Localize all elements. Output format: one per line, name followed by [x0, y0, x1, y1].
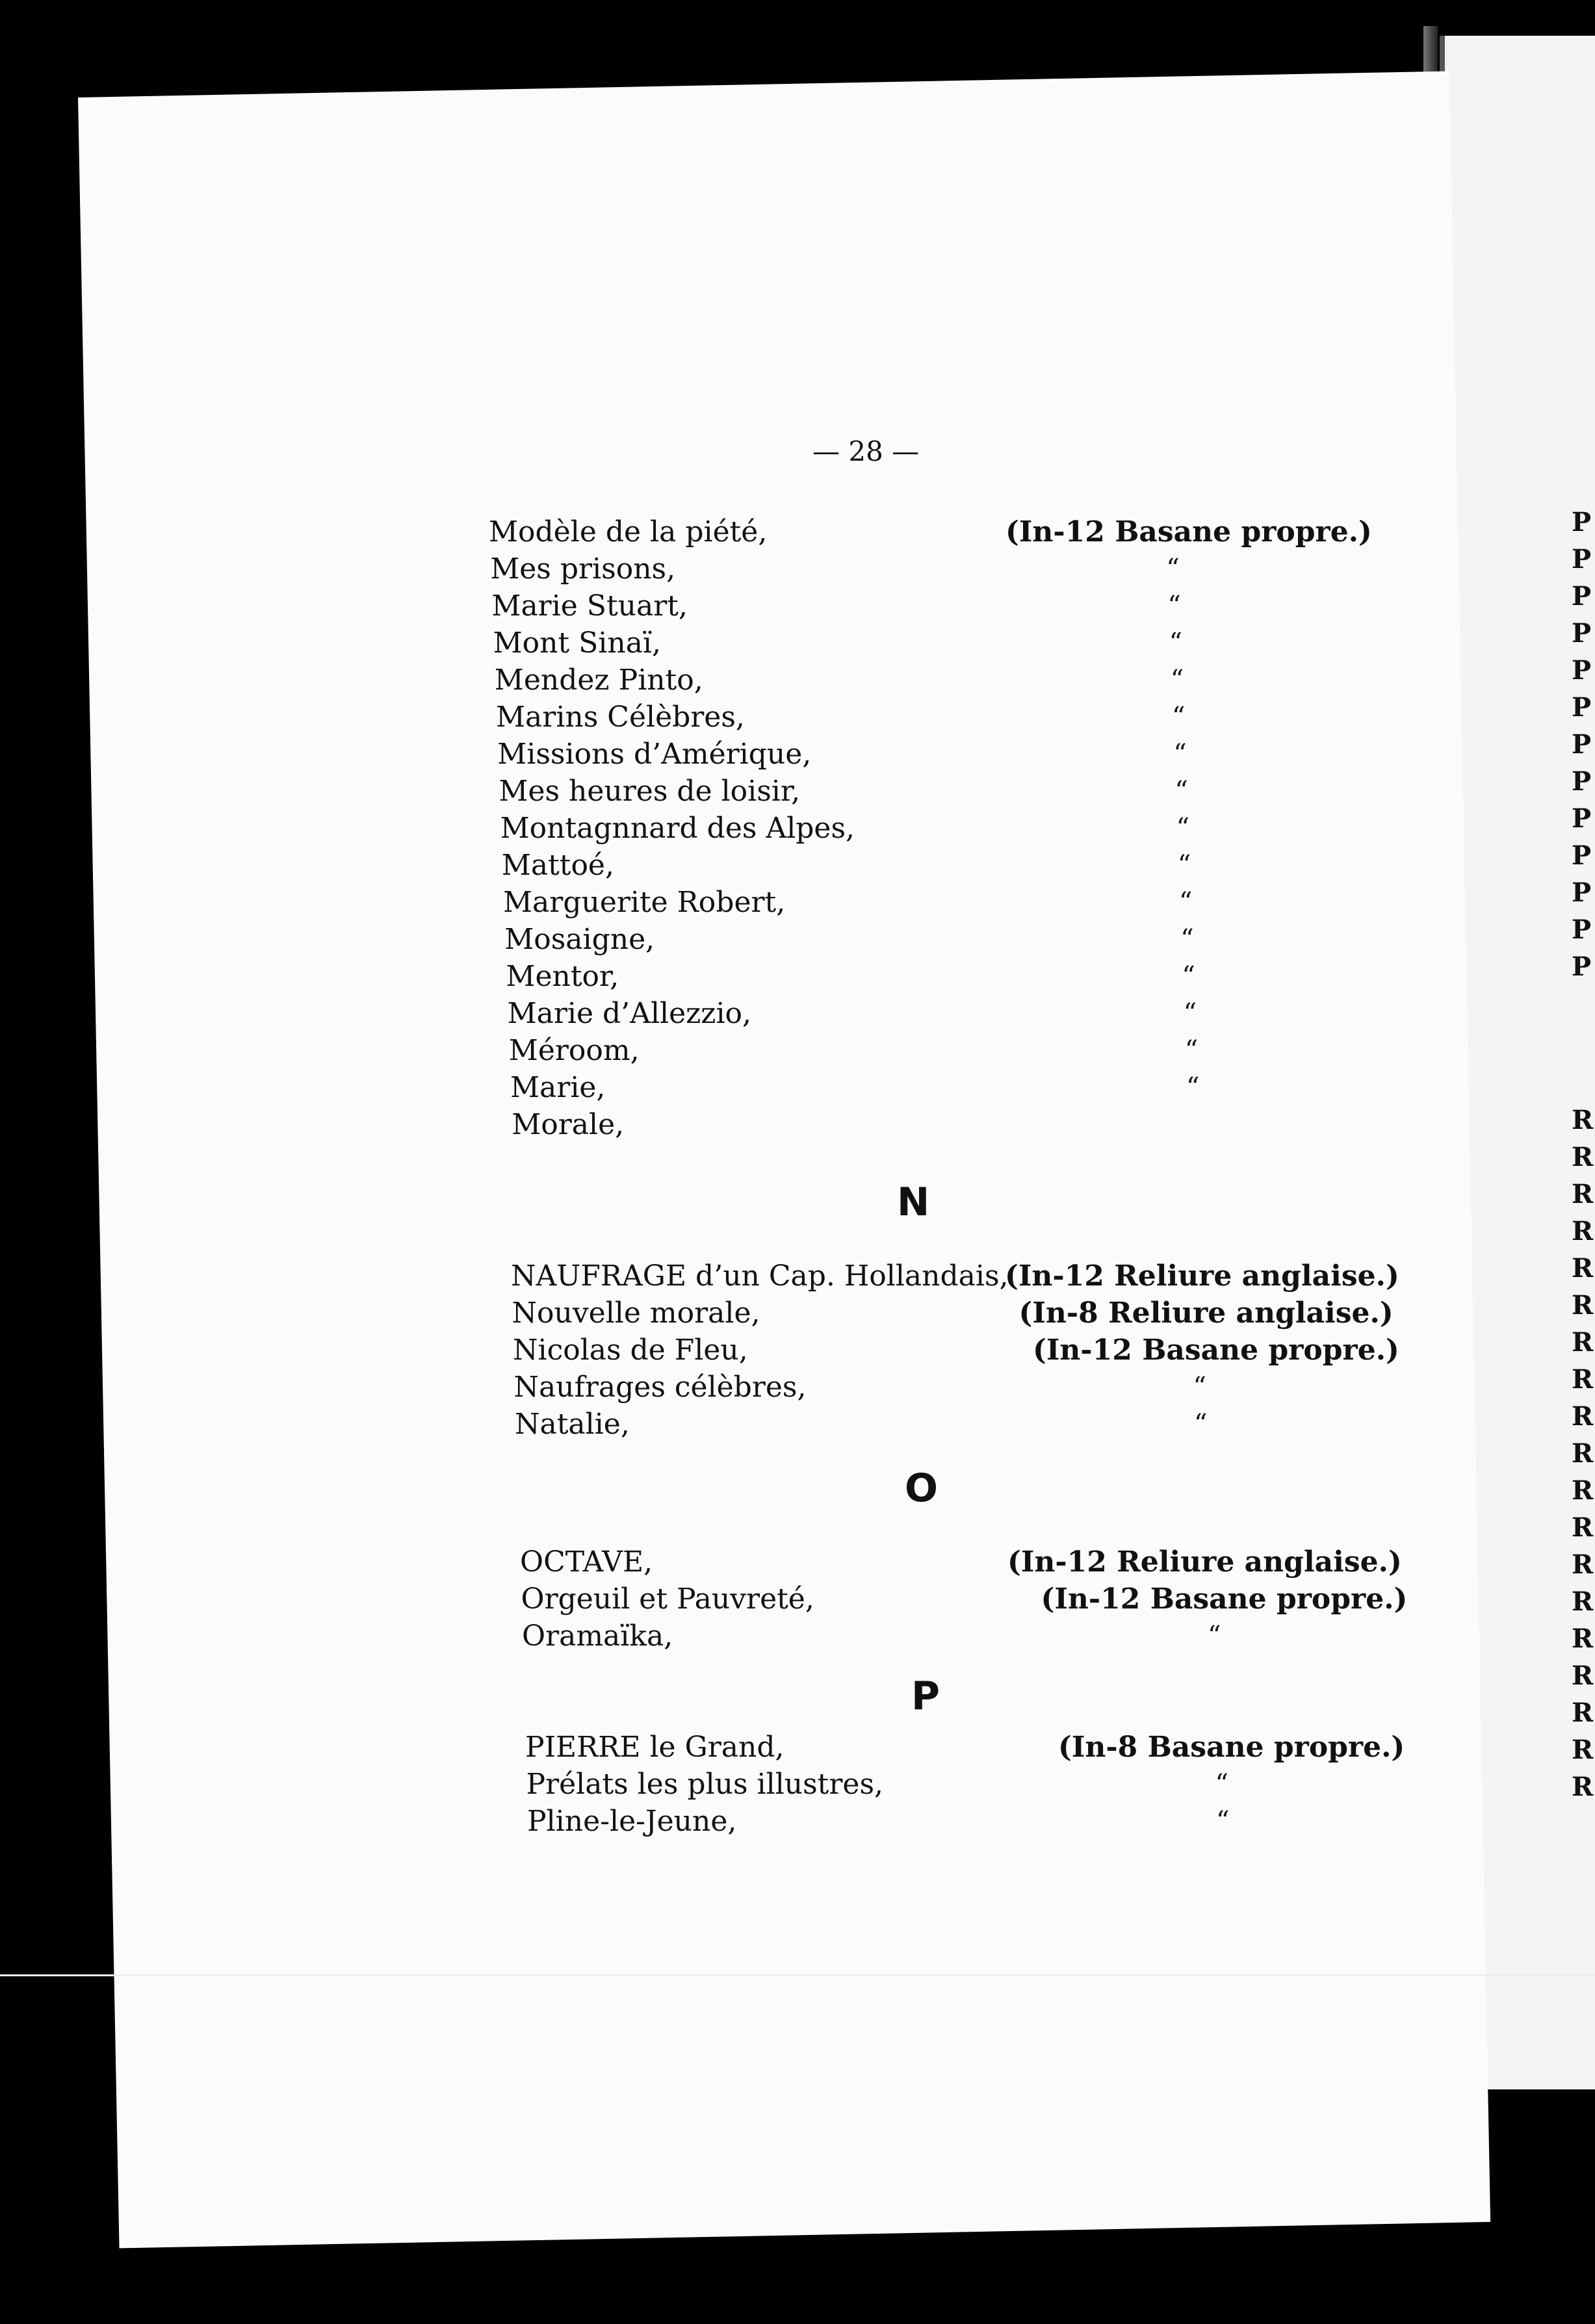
entry-title: Marie Stuart, — [491, 589, 688, 623]
section-letter-o: O — [905, 1465, 939, 1511]
catalog-entry — [508, 995, 1334, 1032]
catalog-entry — [490, 550, 1334, 587]
facing-page-letter: R — [1572, 1660, 1594, 1691]
catalog-entry — [525, 1729, 1405, 1766]
ditto-mark: “ — [1186, 1072, 1200, 1102]
section-o — [520, 1543, 1408, 1655]
ditto-mark: “ — [1216, 1806, 1230, 1836]
catalog-entry — [491, 587, 1334, 625]
entry-title: Marins Célèbres, — [496, 701, 745, 734]
ditto-mark: “ — [1169, 628, 1183, 658]
entry-title: Mosaigne, — [504, 923, 655, 956]
entry-format: (In-12 Basane propre.) — [1005, 515, 1372, 549]
page-number: — 28 — — [812, 435, 920, 467]
entry-title: Mes prisons, — [490, 552, 676, 586]
entry-title: OCTAVE, — [520, 1545, 653, 1579]
facing-page-letter: P — [1572, 766, 1592, 797]
entry-title: NAUFRAGE d’un Cap. Hollandais, — [511, 1259, 1009, 1293]
entry-format: (In-8 Basane propre.) — [1058, 1731, 1405, 1764]
facing-page-letter: R — [1572, 1772, 1594, 1802]
facing-page-letter: R — [1572, 1623, 1594, 1654]
catalog-entry — [503, 884, 1334, 921]
entry-title: Marie, — [510, 1071, 606, 1104]
entry-title: PIERRE le Grand, — [525, 1731, 785, 1764]
entry-title: Nouvelle morale, — [512, 1297, 760, 1330]
ditto-mark: “ — [1177, 850, 1191, 880]
ditto-mark: “ — [1215, 1769, 1228, 1799]
catalog-entry — [514, 1369, 1356, 1406]
facing-page-letter: R — [1572, 1586, 1594, 1617]
facing-page-letter: R — [1572, 1253, 1594, 1284]
entry-title: Oramaïka, — [522, 1620, 673, 1653]
entry-format: (In-12 Basane propre.) — [1041, 1582, 1408, 1616]
catalog-entry — [495, 662, 1334, 699]
catalog-entry — [497, 736, 1334, 773]
facing-page-letter: R — [1572, 1105, 1594, 1135]
ditto-mark: “ — [1179, 887, 1193, 917]
ditto-mark: “ — [1166, 554, 1180, 584]
facing-page-letter: R — [1572, 1438, 1594, 1469]
entry-title: Montagnnard des Alpes, — [500, 812, 855, 845]
facing-page-letter: R — [1572, 1512, 1594, 1543]
catalog-entry — [502, 847, 1334, 884]
ditto-mark: “ — [1183, 998, 1197, 1028]
facing-page-letter: R — [1572, 1364, 1594, 1395]
facing-page-letter: R — [1572, 1179, 1594, 1209]
facing-page-letter: P — [1572, 840, 1592, 871]
catalog-entry — [526, 1766, 1371, 1803]
catalog-entry — [496, 699, 1334, 736]
facing-page-letter: P — [1572, 729, 1592, 760]
catalog-entry — [489, 513, 1372, 550]
entry-title: Mendez Pinto, — [494, 664, 703, 697]
catalog-entry — [499, 773, 1334, 810]
facing-page-letter: P — [1572, 507, 1592, 537]
catalog-entry — [493, 625, 1334, 662]
facing-page-letter: R — [1572, 1735, 1594, 1765]
facing-page-letter: R — [1572, 1698, 1594, 1728]
entry-title: Natalie, — [515, 1408, 630, 1441]
catalog-entry — [511, 1258, 1399, 1295]
entry-title: Marguerite Robert, — [503, 886, 786, 919]
facing-page-letter: P — [1572, 877, 1592, 908]
ditto-mark: “ — [1184, 1035, 1199, 1065]
entry-title: Marie d’Allezzio, — [507, 997, 752, 1030]
facing-page-letter: P — [1572, 655, 1592, 686]
facing-page-letter: R — [1572, 1142, 1594, 1172]
section-m — [489, 513, 1372, 1143]
catalog-entry — [500, 810, 1334, 847]
ditto-mark: “ — [1194, 1409, 1208, 1439]
facing-page-letter: P — [1572, 544, 1592, 575]
entry-format: (In-12 Reliure anglaise.) — [1007, 1545, 1402, 1579]
catalog-entry — [515, 1406, 1356, 1443]
entry-title: Prélats les plus illustres, — [526, 1768, 884, 1801]
section-letter-p: P — [911, 1673, 940, 1719]
ditto-mark: “ — [1208, 1621, 1221, 1651]
facing-page-letter: R — [1572, 1549, 1594, 1580]
facing-page-letter: R — [1572, 1290, 1594, 1321]
entry-title: Morale, — [512, 1108, 625, 1141]
entry-title: Pline-le-Jeune, — [527, 1805, 737, 1838]
ditto-mark: “ — [1176, 813, 1190, 843]
ditto-mark: “ — [1167, 591, 1181, 621]
facing-page-letter: R — [1572, 1216, 1594, 1246]
catalog-entry — [512, 1295, 1394, 1332]
ditto-mark: “ — [1180, 924, 1194, 954]
facing-page-letter: P — [1572, 692, 1592, 723]
catalog-entry — [512, 1106, 1334, 1143]
ditto-mark: “ — [1170, 665, 1184, 695]
catalog-entry — [513, 1332, 1399, 1369]
facing-page-letter: P — [1572, 618, 1592, 649]
entry-title: Mont Sinaï, — [493, 626, 661, 660]
ditto-mark: “ — [1173, 739, 1187, 769]
ditto-mark: “ — [1172, 702, 1186, 732]
catalog-entry — [506, 958, 1334, 995]
entry-title: Mattoé, — [501, 849, 614, 882]
entry-title: Missions d’Amérique, — [497, 738, 812, 771]
catalog-entry — [509, 1032, 1334, 1069]
facing-page-letter: P — [1572, 951, 1592, 982]
catalog-entry — [521, 1581, 1408, 1618]
entry-format: (In-8 Reliure anglaise.) — [1018, 1297, 1394, 1330]
facing-page-letter: P — [1572, 581, 1592, 612]
ditto-mark: “ — [1174, 776, 1188, 806]
catalog-entry — [527, 1803, 1370, 1840]
catalog-entry — [504, 921, 1334, 958]
facing-page-letter: P — [1572, 914, 1592, 945]
entry-title: Méroom, — [508, 1034, 640, 1067]
section-p — [525, 1729, 1405, 1840]
ditto-mark: “ — [1182, 961, 1195, 991]
catalog-entry — [510, 1069, 1334, 1106]
catalog-entry — [522, 1618, 1365, 1655]
entry-title: Nicolas de Fleu, — [513, 1334, 748, 1367]
catalog-entry — [520, 1543, 1402, 1581]
ditto-mark: “ — [1193, 1372, 1206, 1402]
entry-title: Modèle de la piété, — [489, 515, 768, 549]
facing-page-letter: R — [1572, 1401, 1594, 1432]
entry-format: (In-12 Basane propre.) — [1033, 1334, 1399, 1367]
entry-format: (In-12 Reliure anglaise.) — [1005, 1259, 1399, 1293]
facing-page-letter: P — [1572, 803, 1592, 834]
section-n — [511, 1258, 1399, 1443]
entry-title: Naufrages célèbres, — [513, 1371, 807, 1404]
entry-title: Orgeuil et Pauvreté, — [521, 1582, 814, 1616]
section-letter-n: N — [897, 1180, 930, 1225]
entry-title: Mentor, — [506, 960, 619, 993]
facing-page-letter: R — [1572, 1475, 1594, 1506]
entry-title: Mes heures de loisir, — [499, 775, 801, 808]
facing-page-letter: R — [1572, 1327, 1594, 1358]
